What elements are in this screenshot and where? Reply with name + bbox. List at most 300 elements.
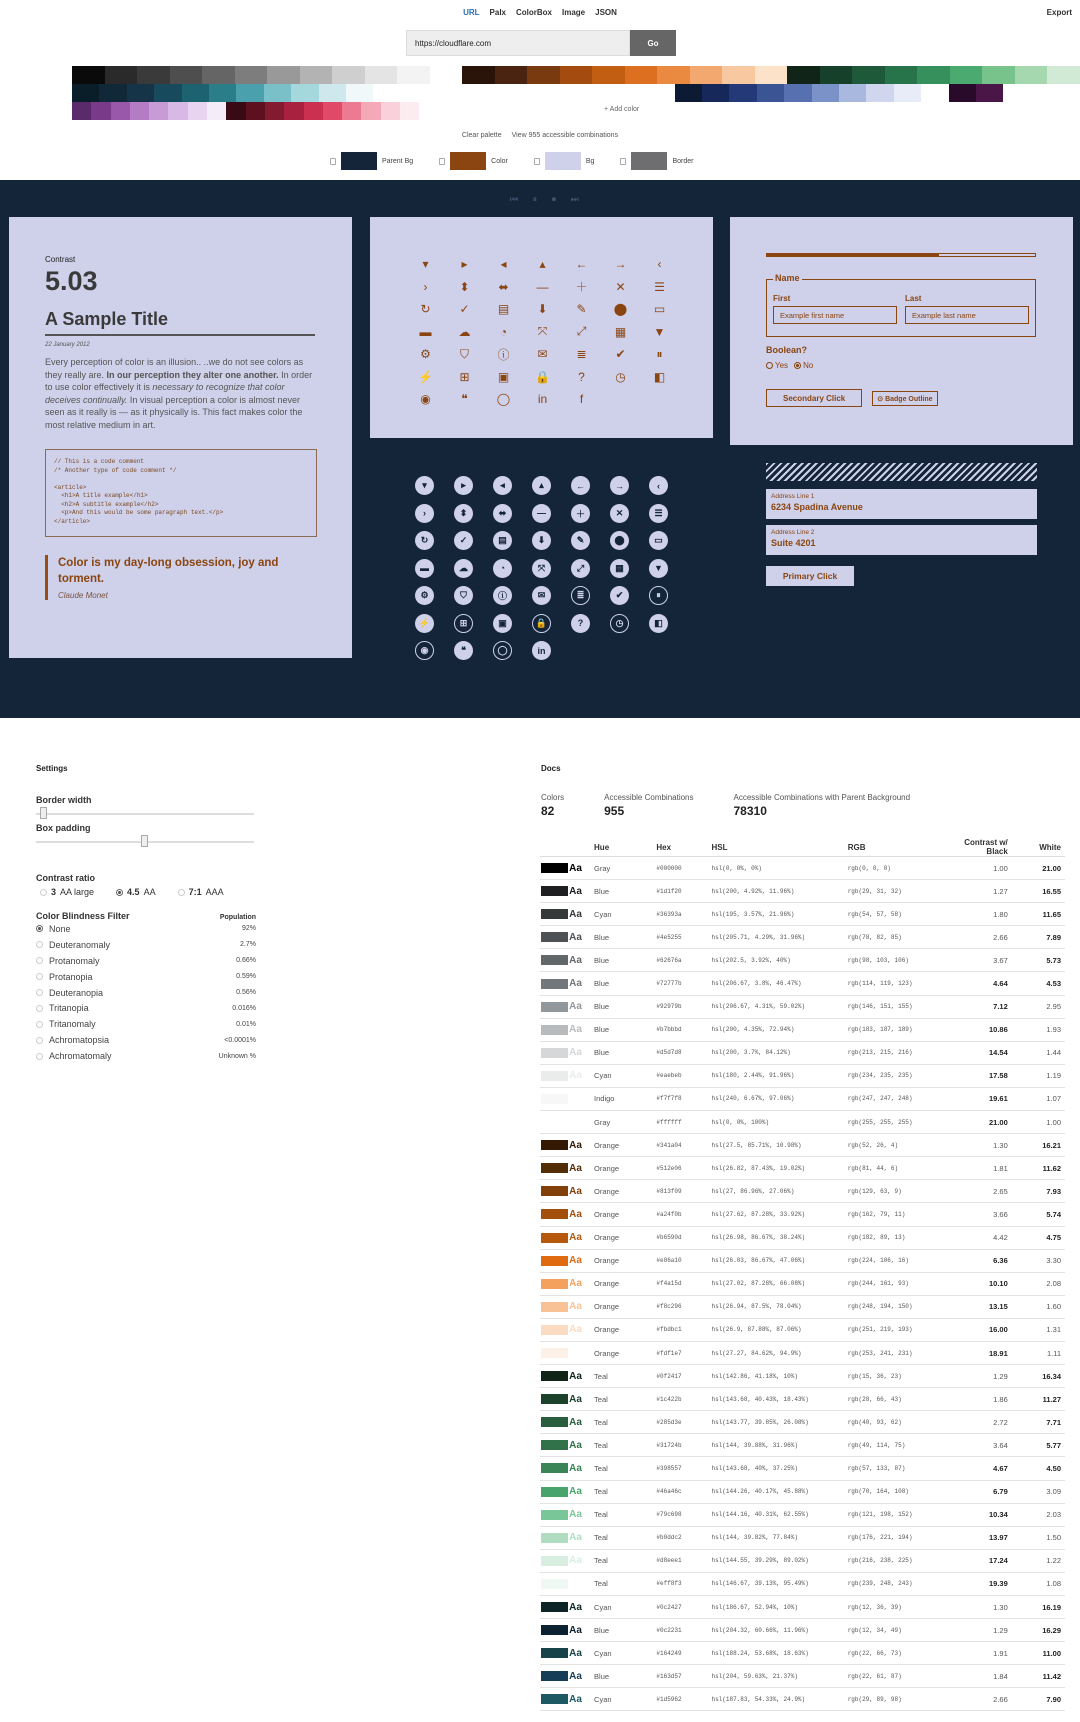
circle-icon-21[interactable]: ▬ [415, 559, 434, 578]
cb-option-achromatopsia[interactable] [36, 1032, 256, 1048]
lock-icon[interactable] [534, 158, 540, 165]
icon-26[interactable]: ▦ [614, 324, 627, 339]
radio-icon[interactable] [36, 1053, 43, 1060]
table-row[interactable] [540, 926, 1065, 949]
circle-icon-9[interactable]: ⬌ [493, 504, 512, 523]
tab-json[interactable]: JSON [595, 8, 617, 17]
table-row[interactable] [540, 1111, 1065, 1134]
table-row[interactable] [540, 995, 1065, 1018]
color-swatch[interactable] [839, 84, 866, 102]
icon-28[interactable]: ⚙ [420, 347, 431, 362]
table-row[interactable] [540, 903, 1065, 926]
color-swatch[interactable] [246, 102, 265, 120]
icon-46[interactable]: f [579, 392, 584, 407]
circle-icon-13[interactable]: ☰ [649, 504, 668, 523]
table-row[interactable] [540, 1226, 1065, 1249]
color-swatch[interactable] [111, 102, 130, 120]
color-swatch[interactable] [510, 84, 537, 102]
color-swatch[interactable] [137, 66, 170, 84]
icon-45[interactable]: in [537, 392, 548, 407]
icon-6[interactable]: ‹ [657, 257, 662, 272]
view-combinations-link[interactable]: View 955 accessible combinations [511, 132, 619, 139]
color-swatch[interactable] [207, 102, 226, 120]
table-row[interactable] [540, 1549, 1065, 1572]
color-swatch[interactable] [72, 102, 91, 120]
contrast-black-cell: 19.39 [941, 1572, 1008, 1595]
icon-21[interactable]: ▬ [419, 324, 432, 339]
table-row[interactable] [540, 1388, 1065, 1411]
color-swatch[interactable] [592, 84, 619, 102]
color-swatch[interactable] [226, 102, 245, 120]
table-row[interactable] [540, 1018, 1065, 1041]
color-swatch[interactable] [787, 66, 820, 84]
table-row[interactable] [540, 1596, 1065, 1619]
circle-icon-45[interactable]: in [532, 641, 551, 660]
table-row[interactable] [540, 1434, 1065, 1457]
color-swatch[interactable] [267, 66, 300, 84]
circle-icon-22[interactable]: ☁ [454, 559, 473, 578]
color-swatch[interactable] [105, 66, 138, 84]
color-swatch[interactable] [300, 66, 333, 84]
table-row[interactable] [540, 1318, 1065, 1341]
circle-icon-29[interactable]: ⛉ [454, 586, 473, 605]
color-swatch[interactable] [235, 66, 268, 84]
color-swatch[interactable] [620, 84, 647, 102]
table-row[interactable] [540, 1064, 1065, 1087]
icon-9[interactable]: ⬌ [498, 279, 509, 294]
address-line-1-label: Address Line 1 [771, 493, 815, 500]
color-swatch[interactable] [885, 66, 918, 84]
circle-icon-36[interactable]: ⊞ [454, 614, 473, 633]
legend-color[interactable] [439, 152, 508, 170]
table-row[interactable] [540, 1642, 1065, 1665]
color-swatch[interactable] [894, 84, 921, 102]
color-swatch[interactable] [495, 66, 528, 84]
circle-icon-14[interactable]: ↻ [415, 531, 434, 550]
color-swatch[interactable] [976, 84, 1003, 102]
circle-icon-16[interactable]: ▤ [493, 531, 512, 550]
circle-icon-24[interactable]: ⤧ [532, 559, 551, 578]
clear-palette-link[interactable]: Clear palette [461, 132, 502, 139]
color-swatch[interactable] [323, 102, 342, 120]
color-swatch[interactable] [950, 66, 983, 84]
radio-icon[interactable] [36, 989, 43, 996]
color-swatch[interactable] [812, 84, 839, 102]
color-table [540, 838, 1065, 1711]
color-swatch[interactable] [154, 84, 181, 102]
circle-icon-6[interactable]: ‹ [649, 476, 668, 495]
circle-icon-25[interactable]: ⤢ [571, 559, 590, 578]
ratio-option-2[interactable] [178, 887, 224, 897]
color-swatch[interactable] [917, 66, 950, 84]
rgb-cell: rgb(216, 238, 225) [848, 1549, 942, 1572]
circle-icon-34[interactable]: ⏸ [649, 586, 668, 605]
color-swatch[interactable] [264, 84, 291, 102]
color-swatch[interactable] [527, 66, 560, 84]
radio-icon[interactable] [36, 1005, 43, 1012]
table-row[interactable] [540, 1619, 1065, 1642]
rgb-cell: rgb(0, 0, 0) [848, 857, 942, 880]
cb-option-deuteranopia[interactable] [36, 985, 256, 1001]
table-row[interactable] [540, 1341, 1065, 1364]
color-swatch[interactable] [538, 84, 565, 102]
icon-32[interactable]: ≣ [576, 347, 587, 362]
color-swatch[interactable] [560, 66, 593, 84]
color-swatch[interactable] [1015, 66, 1048, 84]
circle-icon-7[interactable]: › [415, 504, 434, 523]
border-width-slider[interactable] [36, 805, 256, 823]
border-width-thumb[interactable] [40, 807, 47, 819]
circle-icon-19[interactable]: ⬤ [610, 531, 629, 550]
go-button[interactable]: Go [630, 30, 676, 56]
icon-19[interactable]: ⬤ [613, 302, 628, 317]
circle-icon-30[interactable]: ⓘ [493, 586, 512, 605]
icon-30[interactable]: ⓘ [497, 347, 510, 362]
color-swatch[interactable] [72, 66, 105, 84]
contrast-white-cell: 11.27 [1008, 1388, 1065, 1411]
radio-icon[interactable] [36, 957, 43, 964]
circle-icon-40[interactable]: ◷ [610, 614, 629, 633]
circle-icon-2[interactable]: ◂ [493, 476, 512, 495]
circle-icon-26[interactable]: ▦ [610, 559, 629, 578]
color-swatch[interactable] [346, 84, 373, 102]
tab-palx[interactable]: Palx [489, 8, 506, 17]
icon-39[interactable]: ? [578, 369, 585, 384]
color-swatch[interactable] [866, 84, 893, 102]
aa-sample: Aa [569, 995, 594, 1018]
contrast-black-cell: 2.66 [941, 1688, 1008, 1711]
lock-icon[interactable] [620, 158, 626, 165]
icon-3[interactable]: ▴ [539, 257, 546, 272]
radio-yes[interactable] [766, 361, 788, 370]
icon-33[interactable]: ✔ [615, 347, 626, 362]
color-swatch[interactable] [319, 84, 346, 102]
icon-42[interactable]: ◉ [420, 392, 431, 407]
icon-15[interactable]: ✓ [459, 302, 470, 317]
circle-icon-3[interactable]: ▴ [532, 476, 551, 495]
color-swatch[interactable] [455, 84, 482, 102]
color-swatch[interactable] [592, 66, 625, 84]
legend-swatch[interactable] [545, 152, 581, 170]
color-swatch[interactable] [982, 66, 1015, 84]
table-row[interactable] [540, 880, 1065, 903]
icon-41[interactable]: ◧ [653, 369, 666, 384]
icon-13[interactable]: ☰ [654, 279, 665, 294]
tab-image[interactable]: Image [562, 8, 586, 17]
color-swatch[interactable] [130, 102, 149, 120]
color-swatch[interactable] [757, 84, 784, 102]
table-row[interactable] [540, 1480, 1065, 1503]
icon-43[interactable]: ❝ [461, 392, 468, 407]
icon-24[interactable]: ⤧ [537, 324, 548, 339]
color-swatch[interactable] [91, 102, 110, 120]
row-swatch [541, 979, 568, 989]
ratio-num: 7:1 [188, 887, 202, 897]
icon-20[interactable]: ▭ [653, 302, 666, 317]
icon-10[interactable]: — [536, 279, 549, 294]
radio-no[interactable] [794, 361, 813, 370]
primary-button[interactable]: Primary Click [766, 566, 854, 586]
legend-bg[interactable] [534, 152, 595, 170]
tab-url[interactable]: URL [463, 8, 480, 17]
color-swatch[interactable] [702, 84, 729, 102]
color-swatch[interactable] [722, 66, 755, 84]
hue-cell: Orange [594, 1180, 656, 1203]
table-row[interactable] [540, 1272, 1065, 1295]
icon-25[interactable]: ⤢ [576, 324, 587, 339]
badge-outline[interactable] [872, 391, 937, 406]
circle-icon-41[interactable]: ◧ [649, 614, 668, 633]
color-swatch[interactable] [625, 66, 658, 84]
table-row[interactable] [540, 1180, 1065, 1203]
ratio-option-0[interactable] [40, 887, 94, 897]
cb-option-protanomaly[interactable] [36, 953, 256, 969]
circle-icon-11[interactable]: ＋ [571, 504, 590, 523]
color-swatch[interactable] [170, 66, 203, 84]
table-row[interactable] [540, 949, 1065, 972]
color-swatch[interactable] [690, 66, 723, 84]
color-swatch[interactable] [430, 66, 463, 84]
hex-cell: #285d3e [656, 1411, 711, 1434]
legend-swatch[interactable] [341, 152, 377, 170]
icon-40[interactable]: ◷ [615, 369, 626, 384]
color-swatch[interactable] [332, 66, 365, 84]
first-name-input[interactable]: Example first name [773, 306, 897, 324]
color-swatch[interactable] [373, 84, 400, 102]
color-swatch[interactable] [188, 102, 207, 120]
color-swatch[interactable] [755, 66, 788, 84]
aa-sample: Aa [569, 1665, 594, 1688]
legend-border[interactable] [620, 152, 693, 170]
color-swatch[interactable] [462, 66, 495, 84]
table-row[interactable] [540, 1526, 1065, 1549]
circle-icon-0[interactable]: ▾ [415, 476, 434, 495]
circle-icon-15[interactable]: ✓ [454, 531, 473, 550]
color-swatch[interactable] [202, 66, 235, 84]
circle-icon-10[interactable]: — [532, 504, 551, 523]
color-swatch[interactable] [342, 102, 361, 120]
circle-icon-42[interactable]: ◉ [415, 641, 434, 660]
color-swatch[interactable] [729, 84, 756, 102]
color-swatch[interactable] [565, 84, 592, 102]
icon-44[interactable]: ◯ [496, 392, 511, 407]
color-swatch[interactable] [401, 84, 428, 102]
table-row[interactable] [540, 1134, 1065, 1157]
color-swatch[interactable] [397, 66, 430, 84]
contrast-black-cell: 17.24 [941, 1549, 1008, 1572]
circle-icon-8[interactable]: ⬍ [454, 504, 473, 523]
radio-icon[interactable] [178, 889, 185, 896]
box-padding-slider[interactable] [36, 833, 256, 851]
table-row[interactable] [540, 1041, 1065, 1064]
address-line-1-field[interactable] [766, 489, 1037, 519]
radio-icon[interactable] [36, 1021, 43, 1028]
icon-12[interactable]: ✕ [615, 279, 626, 294]
circle-icon-20[interactable]: ▭ [649, 531, 668, 550]
color-swatch[interactable] [675, 84, 702, 102]
lock-icon[interactable] [330, 158, 336, 165]
legend-swatch[interactable] [450, 152, 486, 170]
color-swatch[interactable] [209, 84, 236, 102]
radio-icon[interactable] [36, 925, 43, 932]
color-swatch[interactable] [784, 84, 811, 102]
radio-icon[interactable] [116, 889, 123, 896]
table-row[interactable] [540, 1503, 1065, 1526]
icon-36[interactable]: ⊞ [459, 369, 470, 384]
icon-31[interactable]: ✉ [537, 347, 548, 362]
legend-swatch[interactable] [631, 152, 667, 170]
color-swatch[interactable] [284, 102, 303, 120]
table-row[interactable] [540, 1688, 1065, 1711]
color-swatch[interactable] [483, 84, 510, 102]
cb-name-wrap [36, 1019, 96, 1029]
icon-5[interactable]: → [614, 257, 627, 272]
cb-option-none[interactable] [36, 921, 256, 937]
circle-icon-33[interactable]: ✔ [610, 586, 629, 605]
table-row[interactable] [540, 1295, 1065, 1318]
circle-icon-23[interactable]: ◔ [493, 559, 512, 578]
color-swatch[interactable] [291, 84, 318, 102]
color-swatch[interactable] [657, 66, 690, 84]
cb-option-deuteranomaly[interactable] [36, 937, 256, 953]
icon-4[interactable]: ← [575, 257, 588, 272]
cb-option-achromatomaly[interactable] [36, 1048, 256, 1064]
last-name-input[interactable]: Example last name [905, 306, 1029, 324]
cb-option-tritanomaly[interactable] [36, 1016, 256, 1032]
table-row[interactable] [540, 1365, 1065, 1388]
icon-7[interactable]: › [423, 279, 428, 294]
playback-controls[interactable]: ⏮ ⏸ ⏺ ⏭ [510, 194, 585, 204]
circle-icon-37[interactable]: ▣ [493, 614, 512, 633]
icon-34[interactable]: ⏸ [656, 346, 663, 361]
table-row[interactable] [540, 972, 1065, 995]
circle-icon-27[interactable]: ▼ [649, 559, 668, 578]
color-swatch[interactable] [361, 102, 380, 120]
table-row[interactable] [540, 1087, 1065, 1110]
icon-18[interactable]: ✎ [576, 302, 587, 317]
color-swatch[interactable] [127, 84, 154, 102]
circle-icon-28[interactable]: ⚙ [415, 586, 434, 605]
icon-1[interactable]: ▸ [461, 257, 468, 272]
color-swatch[interactable] [820, 66, 853, 84]
icon-8[interactable]: ⬍ [459, 279, 470, 294]
color-swatch[interactable] [72, 84, 99, 102]
color-swatch[interactable] [1047, 66, 1080, 84]
url-input[interactable]: https://cloudflare.com [406, 30, 630, 56]
settings-title: Settings [36, 764, 68, 773]
color-swatch[interactable] [381, 102, 400, 120]
cb-name-wrap [36, 988, 103, 998]
icon-14[interactable]: ↻ [420, 302, 431, 317]
icon-37[interactable]: ▣ [497, 369, 510, 384]
lock-icon[interactable] [439, 158, 445, 165]
circle-icon-5[interactable]: → [610, 476, 629, 495]
color-swatch[interactable] [949, 84, 976, 102]
circle-icon-35[interactable]: ⚡ [415, 614, 434, 633]
color-swatch[interactable] [304, 102, 323, 120]
icon-27[interactable]: ▼ [653, 324, 666, 339]
cb-option-protanopia[interactable] [36, 969, 256, 985]
ratio-option-1[interactable] [116, 887, 156, 897]
circle-icon-1[interactable]: ▸ [454, 476, 473, 495]
radio-icon[interactable] [36, 941, 43, 948]
palette-actions [0, 132, 1080, 139]
circle-icon-44[interactable]: ◯ [493, 641, 512, 660]
circle-icon-17[interactable]: ⬇ [532, 531, 551, 550]
secondary-button[interactable]: Secondary Click [766, 389, 862, 407]
circle-icon-32[interactable]: ≣ [571, 586, 590, 605]
icon-0[interactable]: ▾ [422, 257, 429, 272]
cb-option-tritanopia[interactable] [36, 1000, 256, 1016]
table-row[interactable] [540, 1249, 1065, 1272]
icon-22[interactable]: ☁ [458, 324, 471, 339]
icon-16[interactable]: ▤ [497, 302, 510, 317]
add-color-button[interactable]: + Add color [604, 106, 640, 113]
table-row[interactable] [540, 1157, 1065, 1180]
table-row[interactable] [540, 1411, 1065, 1434]
table-row[interactable] [540, 1457, 1065, 1480]
color-swatch[interactable] [168, 102, 187, 120]
circle-icon-43[interactable]: ❝ [454, 641, 473, 660]
table-row[interactable] [540, 1203, 1065, 1226]
color-swatch[interactable] [852, 66, 885, 84]
circle-icon-4[interactable]: ← [571, 476, 590, 495]
circle-icon-12[interactable]: ✕ [610, 504, 629, 523]
export-button[interactable]: Export [1046, 8, 1072, 17]
icon-17[interactable]: ⬇ [537, 302, 548, 317]
table-row[interactable] [540, 1665, 1065, 1688]
box-padding-thumb[interactable] [141, 835, 148, 847]
color-swatch[interactable] [647, 84, 674, 102]
color-swatch[interactable] [149, 102, 168, 120]
address-line-2-field[interactable] [766, 525, 1037, 555]
icon-38[interactable]: 🔒 [535, 369, 550, 384]
color-swatch[interactable] [428, 84, 455, 102]
table-row[interactable] [540, 857, 1065, 880]
radio-icon[interactable] [36, 1037, 43, 1044]
icon-2[interactable]: ◂ [500, 257, 507, 272]
color-swatch[interactable] [182, 84, 209, 102]
boolean-label: Boolean? [766, 345, 808, 355]
icon-29[interactable]: ⛉ [459, 346, 469, 361]
circle-icon-31[interactable]: ✉ [532, 586, 551, 605]
swatch-cell [540, 949, 569, 972]
color-swatch[interactable] [99, 84, 126, 102]
icon-35[interactable]: ⚡ [418, 369, 433, 384]
color-swatch[interactable] [265, 102, 284, 120]
circle-icon-38[interactable]: 🔒 [532, 614, 551, 633]
color-swatch[interactable] [921, 84, 948, 102]
circle-icon-18[interactable]: ✎ [571, 531, 590, 550]
icon-11[interactable]: ＋ [575, 280, 588, 295]
radio-icon[interactable] [36, 973, 43, 980]
circle-icon-39[interactable]: ? [571, 614, 590, 633]
legend-parent-bg[interactable] [330, 152, 413, 170]
radio-icon[interactable] [40, 889, 47, 896]
cb-population: <0.0001% [224, 1036, 256, 1044]
color-swatch[interactable] [236, 84, 263, 102]
hex-cell: #fdf1e7 [656, 1341, 711, 1364]
hsl-cell: hsl(204.32, 60.66%, 11.96%) [712, 1619, 848, 1642]
table-row[interactable] [540, 1572, 1065, 1595]
tab-colorbox[interactable]: ColorBox [516, 8, 552, 17]
hue-cell: Teal [594, 1480, 656, 1503]
icon-23[interactable]: ◔ [499, 324, 508, 339]
color-swatch[interactable] [365, 66, 398, 84]
swatch-cell [540, 1203, 569, 1226]
color-swatch[interactable] [400, 102, 419, 120]
hex-cell: #79c698 [656, 1503, 711, 1526]
